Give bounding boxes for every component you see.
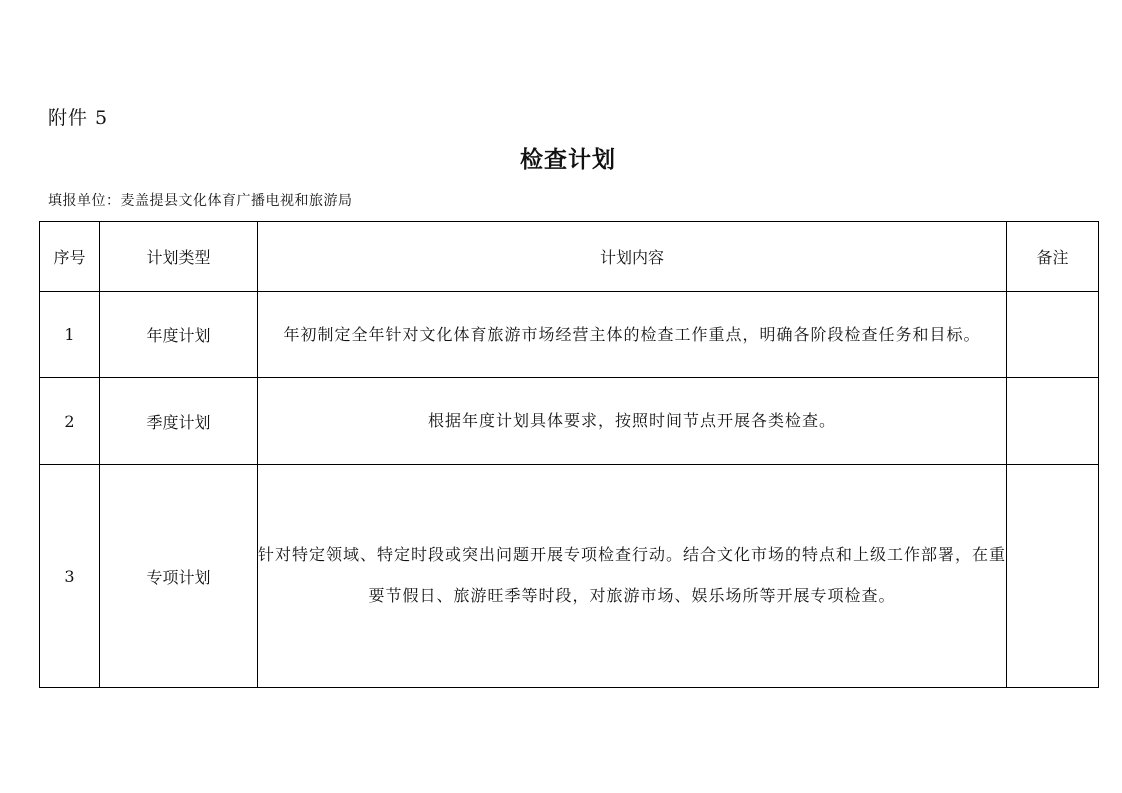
table-row	[40, 378, 1099, 465]
table-row	[40, 465, 1099, 688]
header-plan-type: 计划类型	[100, 222, 258, 292]
row-index: 1	[40, 292, 100, 378]
row-remark	[1007, 378, 1099, 465]
row-index: 3	[40, 465, 100, 688]
header-index: 序号	[40, 222, 100, 292]
header-remark: 备注	[1007, 222, 1099, 292]
table-header-row	[40, 222, 1099, 292]
row-plan-content: 年初制定全年针对文化体育旅游市场经营主体的检查工作重点，明确各阶段检查任务和目标。	[258, 292, 1007, 378]
row-remark	[1007, 465, 1099, 688]
row-plan-content: 根据年度计划具体要求，按照时间节点开展各类检查。	[258, 378, 1007, 465]
row-plan-type: 年度计划	[100, 292, 258, 378]
row-plan-type: 季度计划	[100, 378, 258, 465]
row-plan-type: 专项计划	[100, 465, 258, 688]
page-title: 检查计划	[520, 147, 616, 173]
attachment-label: 附件 5	[48, 107, 109, 129]
row-remark	[1007, 292, 1099, 378]
reporting-unit-label: 填报单位：麦盖提县文化体育广播电视和旅游局	[48, 193, 353, 209]
row-index: 2	[40, 378, 100, 465]
header-plan-content: 计划内容	[258, 222, 1007, 292]
table-row	[40, 292, 1099, 378]
inspection-plan-table	[39, 221, 1099, 688]
row-plan-content: 针对特定领域、特定时段或突出问题开展专项检查行动。结合文化市场的特点和上级工作部署，在重要节假日、旅游旺季等时段，对旅游市场、娱乐场所等开展专项检查。	[258, 465, 1007, 688]
